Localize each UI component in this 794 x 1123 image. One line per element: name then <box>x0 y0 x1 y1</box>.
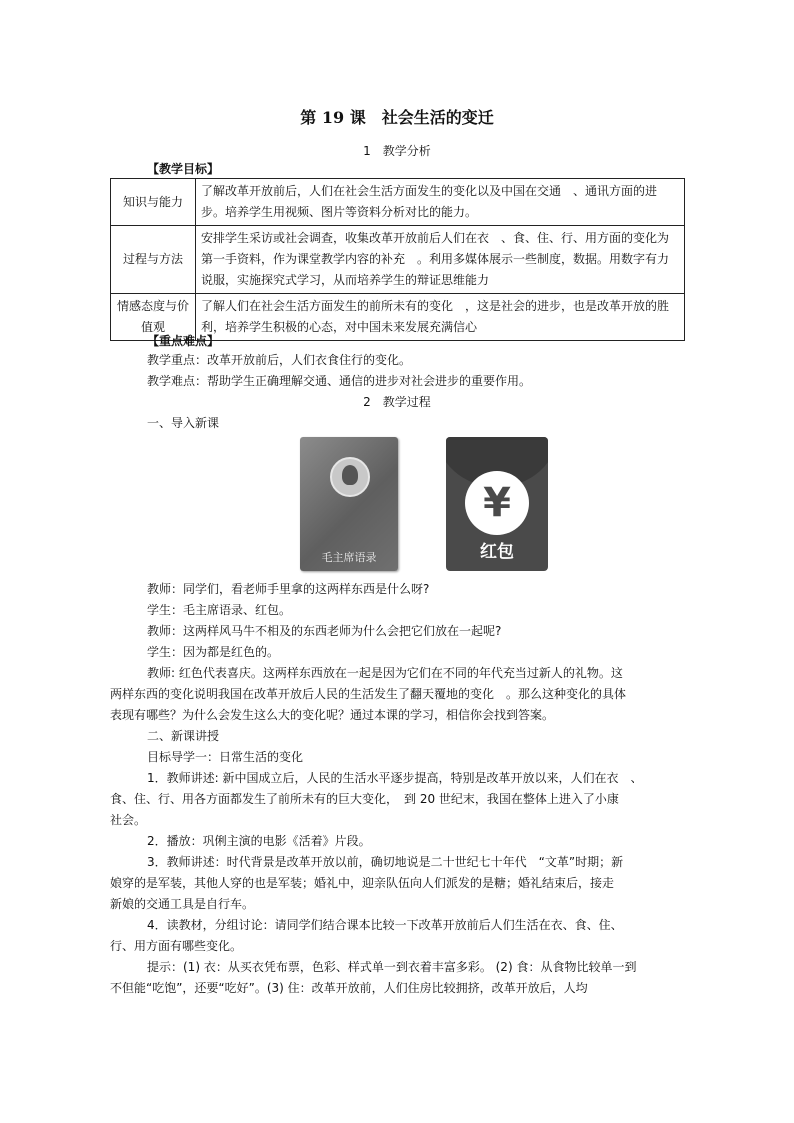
paragraph-line: 不但能“吃饱”，还要“吃好”。(3) 住：改革开放前，人们住房比较拥挤，改革开放后，人均 <box>110 981 588 995</box>
portrait-emblem-icon <box>330 457 370 497</box>
goal-text: 了解改革开放前后，人们在社会生活方面发生的变化以及中国在交通 、通讯方面的进步。培养学生用视频、图片等资料分析对比的能力。 <box>196 179 685 226</box>
process-heading: 2 教学过程 <box>363 395 431 409</box>
paragraph-line: 新娘的交通工具是自行车。 <box>110 897 255 911</box>
paragraph-line: 表现有哪些？为什么会发生这么大的变化呢？通过本课的学习，相信你会找到答案。 <box>110 708 555 722</box>
subsection-heading: 目标导学一：日常生活的变化 <box>147 750 304 764</box>
paragraph-line: 3．教师讲述：时代背景是改革开放以前，确切地说是二十世纪七十年代 “文革”时期；新 <box>147 855 624 869</box>
goals-label: 【教学目标】 <box>147 162 220 176</box>
book-cover-title: 毛主席语录 <box>321 551 377 564</box>
teaching-focus: 教学重点：改革开放前后，人们衣食住行的变化。 <box>147 353 412 367</box>
analysis-heading: 1 教学分析 <box>363 144 431 158</box>
paragraph-line: 娘穿的是军装，其他人穿的也是军装；婚礼中，迎亲队伍向人们派发的是糖；婚礼结束后，接走 <box>110 876 615 890</box>
paragraph-line: 学生：因为都是红色的。 <box>147 645 280 659</box>
teaching-difficulty: 教学难点：帮助学生正确理解交通、通信的进步对社会进步的重要作用。 <box>147 374 532 388</box>
paragraph-line: 食、住、行、用各方面都发生了前所未有的巨大变化， 到 20 世纪末，我国在整体上进入了小康 <box>110 792 619 806</box>
goal-head: 情感态度与价值观 <box>111 294 196 341</box>
section-heading: 二、新课讲授 <box>147 729 220 743</box>
lesson-title: 第 19 课 社会生活的变迁 <box>300 108 494 127</box>
goal-text: 安排学生采访或社会调查，收集改革开放前后人们在衣 、食、住、行、用方面的变化为第一手资料，作为课堂教学内容的补充 。利用多媒体展示一些制度，数据。用数字有力说服，实施探究式学习，从而培养学生的辩证思维能力 <box>196 226 685 294</box>
paragraph-line: 教师: 红色代表喜庆。这两样东西放在一起是因为它们在不同的年代充当过新人的礼物。这 <box>147 666 623 680</box>
paragraph-line: 学生：毛主席语录、红包。 <box>147 603 292 617</box>
paragraph-line: 提示：(1) 衣：从买衣凭布票，色彩、样式单一到衣着丰富多彩。 (2) 食：从食物比较单一到 <box>147 960 637 974</box>
paragraph-line: 行、用方面有哪些变化。 <box>110 939 243 953</box>
goal-text: 了解人们在社会生活方面发生的前所未有的变化 ，这是社会的进步，也是改革开放的胜利，培养学生积极的心态，对中国未来发展充满信心 <box>196 294 685 341</box>
envelope-text: 红包 <box>480 542 514 562</box>
goal-head: 知识与能力 <box>111 179 196 226</box>
key-points-label: 【重点难点】 <box>147 334 220 348</box>
yen-icon: ¥ <box>465 471 529 535</box>
section-heading: 一、导入新课 <box>147 416 220 430</box>
goals-table <box>110 178 685 341</box>
paragraph-line: 两样东西的变化说明我国在改革开放后人民的生活发生了翻天覆地的变化 。那么这种变化的具体 <box>110 687 627 701</box>
quotations-book-image <box>300 437 398 571</box>
paragraph-line: 1．教师讲述: 新中国成立后，人民的生活水平逐步提高，特别是改革开放以来，人们在衣 、 <box>147 771 643 785</box>
paragraph-line: 教师：同学们，看老师手里拿的这两样东西是什么呀? <box>147 582 430 596</box>
paragraph-line: 社会。 <box>110 813 147 827</box>
paragraph-line: 教师：这两样风马牛不相及的东西老师为什么会把它们放在一起呢? <box>147 624 502 638</box>
paragraph-line: 4．读教材，分组讨论：请同学们结合课本比较一下改革开放前后人们生活在衣、食、住、 <box>147 918 623 932</box>
table-row <box>111 226 685 294</box>
paragraph-line: 2．播放：巩俐主演的电影《活着》片段。 <box>147 834 371 848</box>
goal-head: 过程与方法 <box>111 226 196 294</box>
red-envelope-image <box>446 437 548 571</box>
table-row <box>111 179 685 226</box>
